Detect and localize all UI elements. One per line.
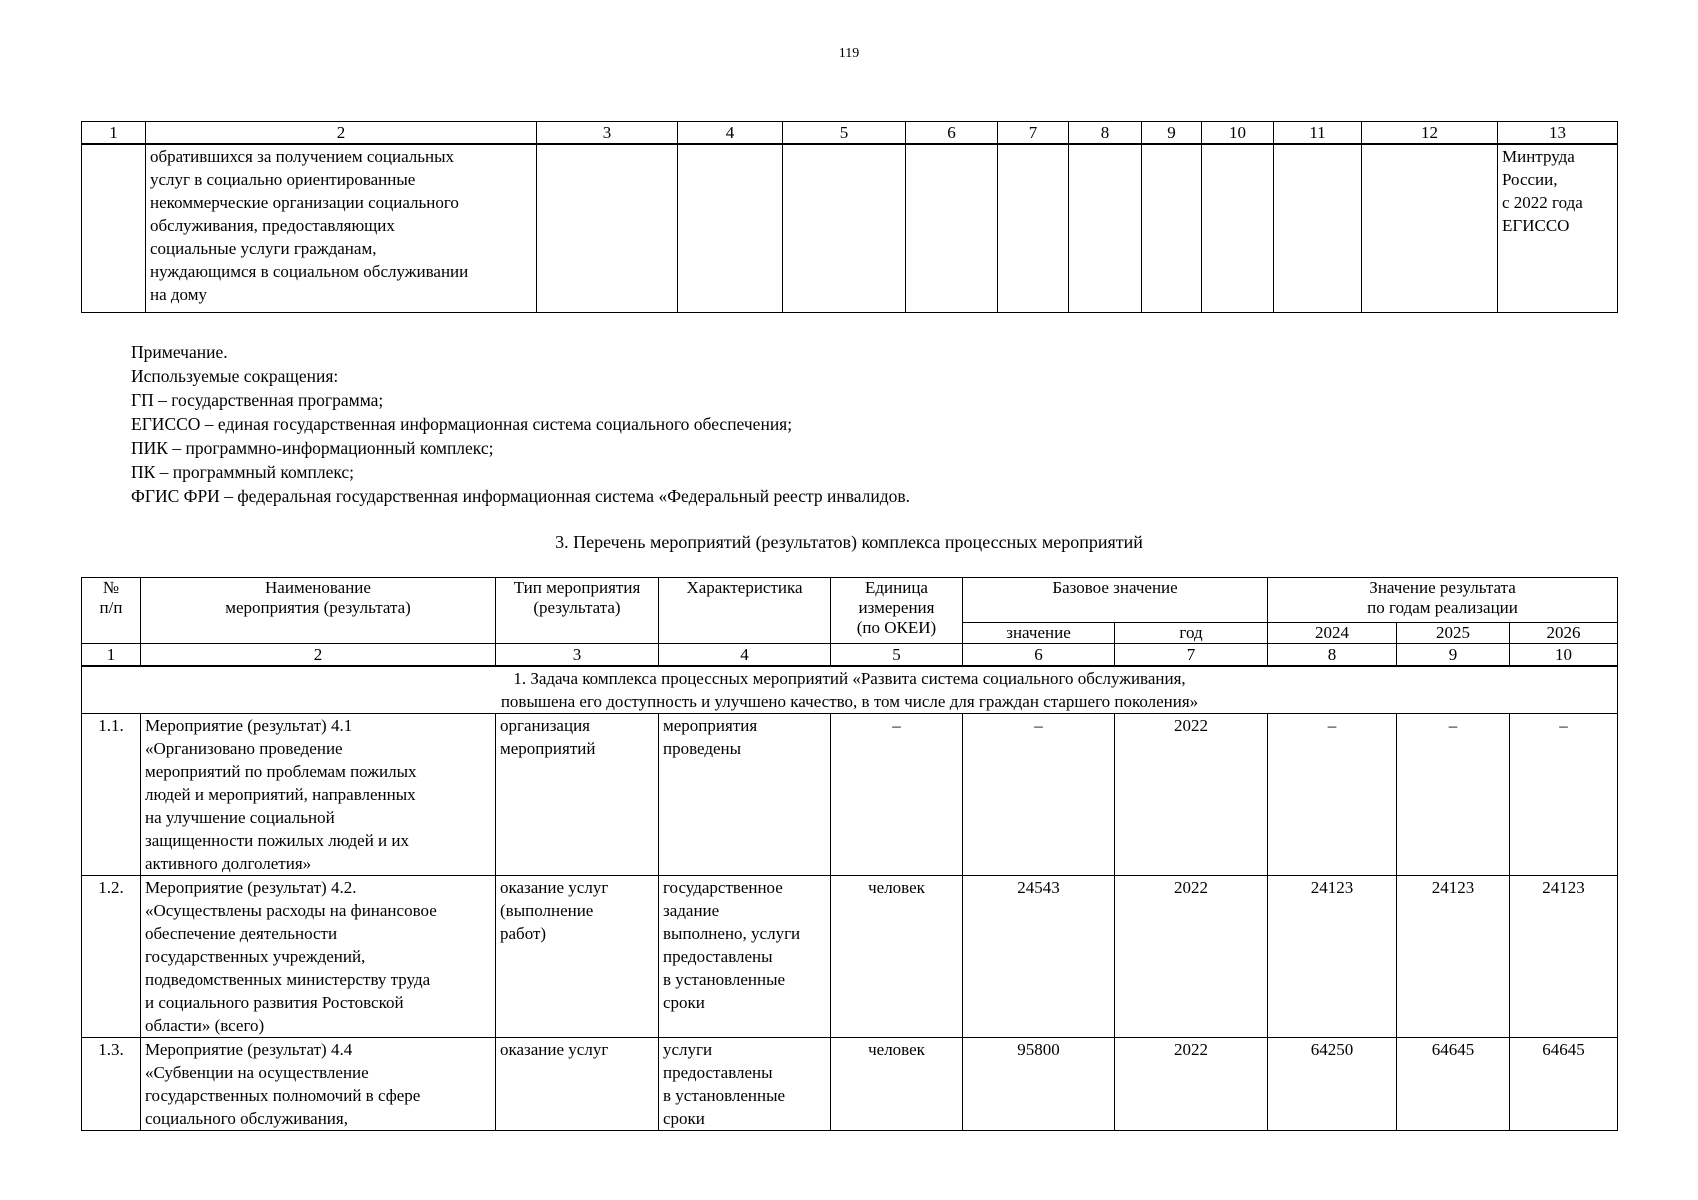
row-2026: 24123	[1510, 876, 1618, 1038]
col-number: 4	[659, 644, 831, 667]
row-num: 1.3.	[82, 1038, 141, 1131]
task-title: 1. Задача комплекса процессных мероприятий «Развита система социального обслуживания, повышена его доступность и улучшено качество, в том числе для граждан старшего поколения»	[82, 666, 1618, 714]
col-number: 8	[1268, 644, 1397, 667]
col-number: 5	[783, 122, 906, 145]
column-number-row	[82, 122, 1618, 145]
col-number: 6	[906, 122, 998, 145]
cell-empty	[1142, 144, 1202, 312]
col-number: 9	[1397, 644, 1510, 667]
row-characteristic: государственное задание выполнено, услуги предоставлены в установленные сроки	[659, 876, 831, 1038]
cell-empty	[998, 144, 1069, 312]
col-number: 13	[1498, 122, 1618, 145]
col-number: 6	[963, 644, 1115, 667]
cell-indicator-text: обратившихся за получением социальных услуг в социально ориентированные некоммерческие организации социального обслуживания, предоставляющих социальные услуги гражданам, нуждающимся в социальном обслуживании на дому	[146, 144, 537, 312]
cell-empty	[1362, 144, 1498, 312]
row-type: оказание услуг (выполнение работ)	[496, 876, 659, 1038]
row-2025: 64645	[1397, 1038, 1510, 1131]
continuation-table	[81, 121, 1618, 313]
row-base-value: –	[963, 714, 1115, 876]
task-row	[82, 666, 1618, 714]
cell-num	[82, 144, 146, 312]
row-2024: 64250	[1268, 1038, 1397, 1131]
row-base-year: 2022	[1115, 1038, 1268, 1131]
row-num: 1.2.	[82, 876, 141, 1038]
note-item: ФГИС ФРИ – федеральная государственная информационная система «Федеральный реестр инвалидов.	[131, 486, 911, 506]
col-number: 4	[678, 122, 783, 145]
cell-empty	[906, 144, 998, 312]
col-number: 8	[1069, 122, 1142, 145]
header-year-2024: 2024	[1268, 623, 1397, 644]
col-number: 2	[146, 122, 537, 145]
row-base-year: 2022	[1115, 876, 1268, 1038]
cell-empty	[1069, 144, 1142, 312]
header-base: Базовое значение	[963, 578, 1268, 623]
header-row	[82, 578, 1618, 623]
header-type: Тип мероприятия (результата)	[496, 578, 659, 644]
header-num: № п/п	[82, 578, 141, 644]
col-number: 7	[1115, 644, 1268, 667]
row-unit: –	[831, 714, 963, 876]
row-2024: 24123	[1268, 876, 1397, 1038]
col-number: 5	[831, 644, 963, 667]
col-number: 3	[537, 122, 678, 145]
column-number-row	[82, 644, 1618, 667]
row-2025: –	[1397, 714, 1510, 876]
cell-source: Минтруда России, с 2022 года ЕГИССО	[1498, 144, 1618, 312]
cell-empty	[537, 144, 678, 312]
col-number: 1	[82, 644, 141, 667]
header-unit: Единица измерения (по ОКЕИ)	[831, 578, 963, 644]
cell-empty	[1274, 144, 1362, 312]
note-item: ПИК – программно-информационный комплекс;	[131, 438, 494, 458]
col-number: 9	[1142, 122, 1202, 145]
cell-empty	[1202, 144, 1274, 312]
row-characteristic: мероприятия проведены	[659, 714, 831, 876]
row-base-year: 2022	[1115, 714, 1268, 876]
col-number: 2	[141, 644, 496, 667]
page-number: 119	[838, 46, 860, 61]
section-title: 3. Перечень мероприятий (результатов) комплекса процессных мероприятий	[555, 532, 1143, 552]
row-unit: человек	[831, 1038, 963, 1131]
header-base-value: значение	[963, 623, 1115, 644]
table-row	[82, 876, 1618, 1038]
table-row	[82, 714, 1618, 876]
col-number: 10	[1202, 122, 1274, 145]
table-row	[82, 1038, 1618, 1131]
col-number: 10	[1510, 644, 1618, 667]
col-number: 11	[1274, 122, 1362, 145]
row-type: оказание услуг	[496, 1038, 659, 1131]
col-number: 3	[496, 644, 659, 667]
notes-block	[131, 340, 910, 508]
header-year-2026: 2026	[1510, 623, 1618, 644]
row-2024: –	[1268, 714, 1397, 876]
cell-empty	[678, 144, 783, 312]
row-type: организация мероприятий	[496, 714, 659, 876]
row-name: Мероприятие (результат) 4.4 «Субвенции на осуществление государственных полномочий в сфере социального обслуживания,	[141, 1038, 496, 1131]
col-number: 7	[998, 122, 1069, 145]
cell-empty	[783, 144, 906, 312]
row-name: Мероприятие (результат) 4.2. «Осуществлены расходы на финансовое обеспечение деятельности государственных учреждений, подведомственных министерству труда и социального развития Ростовской области» (всего)	[141, 876, 496, 1038]
row-base-value: 95800	[963, 1038, 1115, 1131]
row-characteristic: услуги предоставлены в установленные сроки	[659, 1038, 831, 1131]
header-name: Наименование мероприятия (результата)	[141, 578, 496, 644]
note-item: ГП – государственная программа;	[131, 390, 384, 410]
row-2026: 64645	[1510, 1038, 1618, 1131]
header-base-year: год	[1115, 623, 1268, 644]
row-2025: 24123	[1397, 876, 1510, 1038]
row-2026: –	[1510, 714, 1618, 876]
col-number: 12	[1362, 122, 1498, 145]
measures-table	[81, 577, 1618, 1131]
header-characteristic: Характеристика	[659, 578, 831, 644]
header-result: Значение результата по годам реализации	[1268, 578, 1618, 623]
header-year-2025: 2025	[1397, 623, 1510, 644]
note-item: ПК – программный комплекс;	[131, 462, 355, 482]
row-num: 1.1.	[82, 714, 141, 876]
table-row	[82, 144, 1618, 312]
row-base-value: 24543	[963, 876, 1115, 1038]
notes-subtitle: Используемые сокращения:	[131, 366, 339, 386]
note-item: ЕГИССО – единая государственная информационная система социального обеспечения;	[131, 414, 793, 434]
col-number: 1	[82, 122, 146, 145]
row-unit: человек	[831, 876, 963, 1038]
notes-title: Примечание.	[131, 342, 228, 362]
row-name: Мероприятие (результат) 4.1 «Организовано проведение мероприятий по проблемам пожилых людей и мероприятий, направленных на улучшение социальной защищенности пожилых людей и их активного долголетия»	[141, 714, 496, 876]
